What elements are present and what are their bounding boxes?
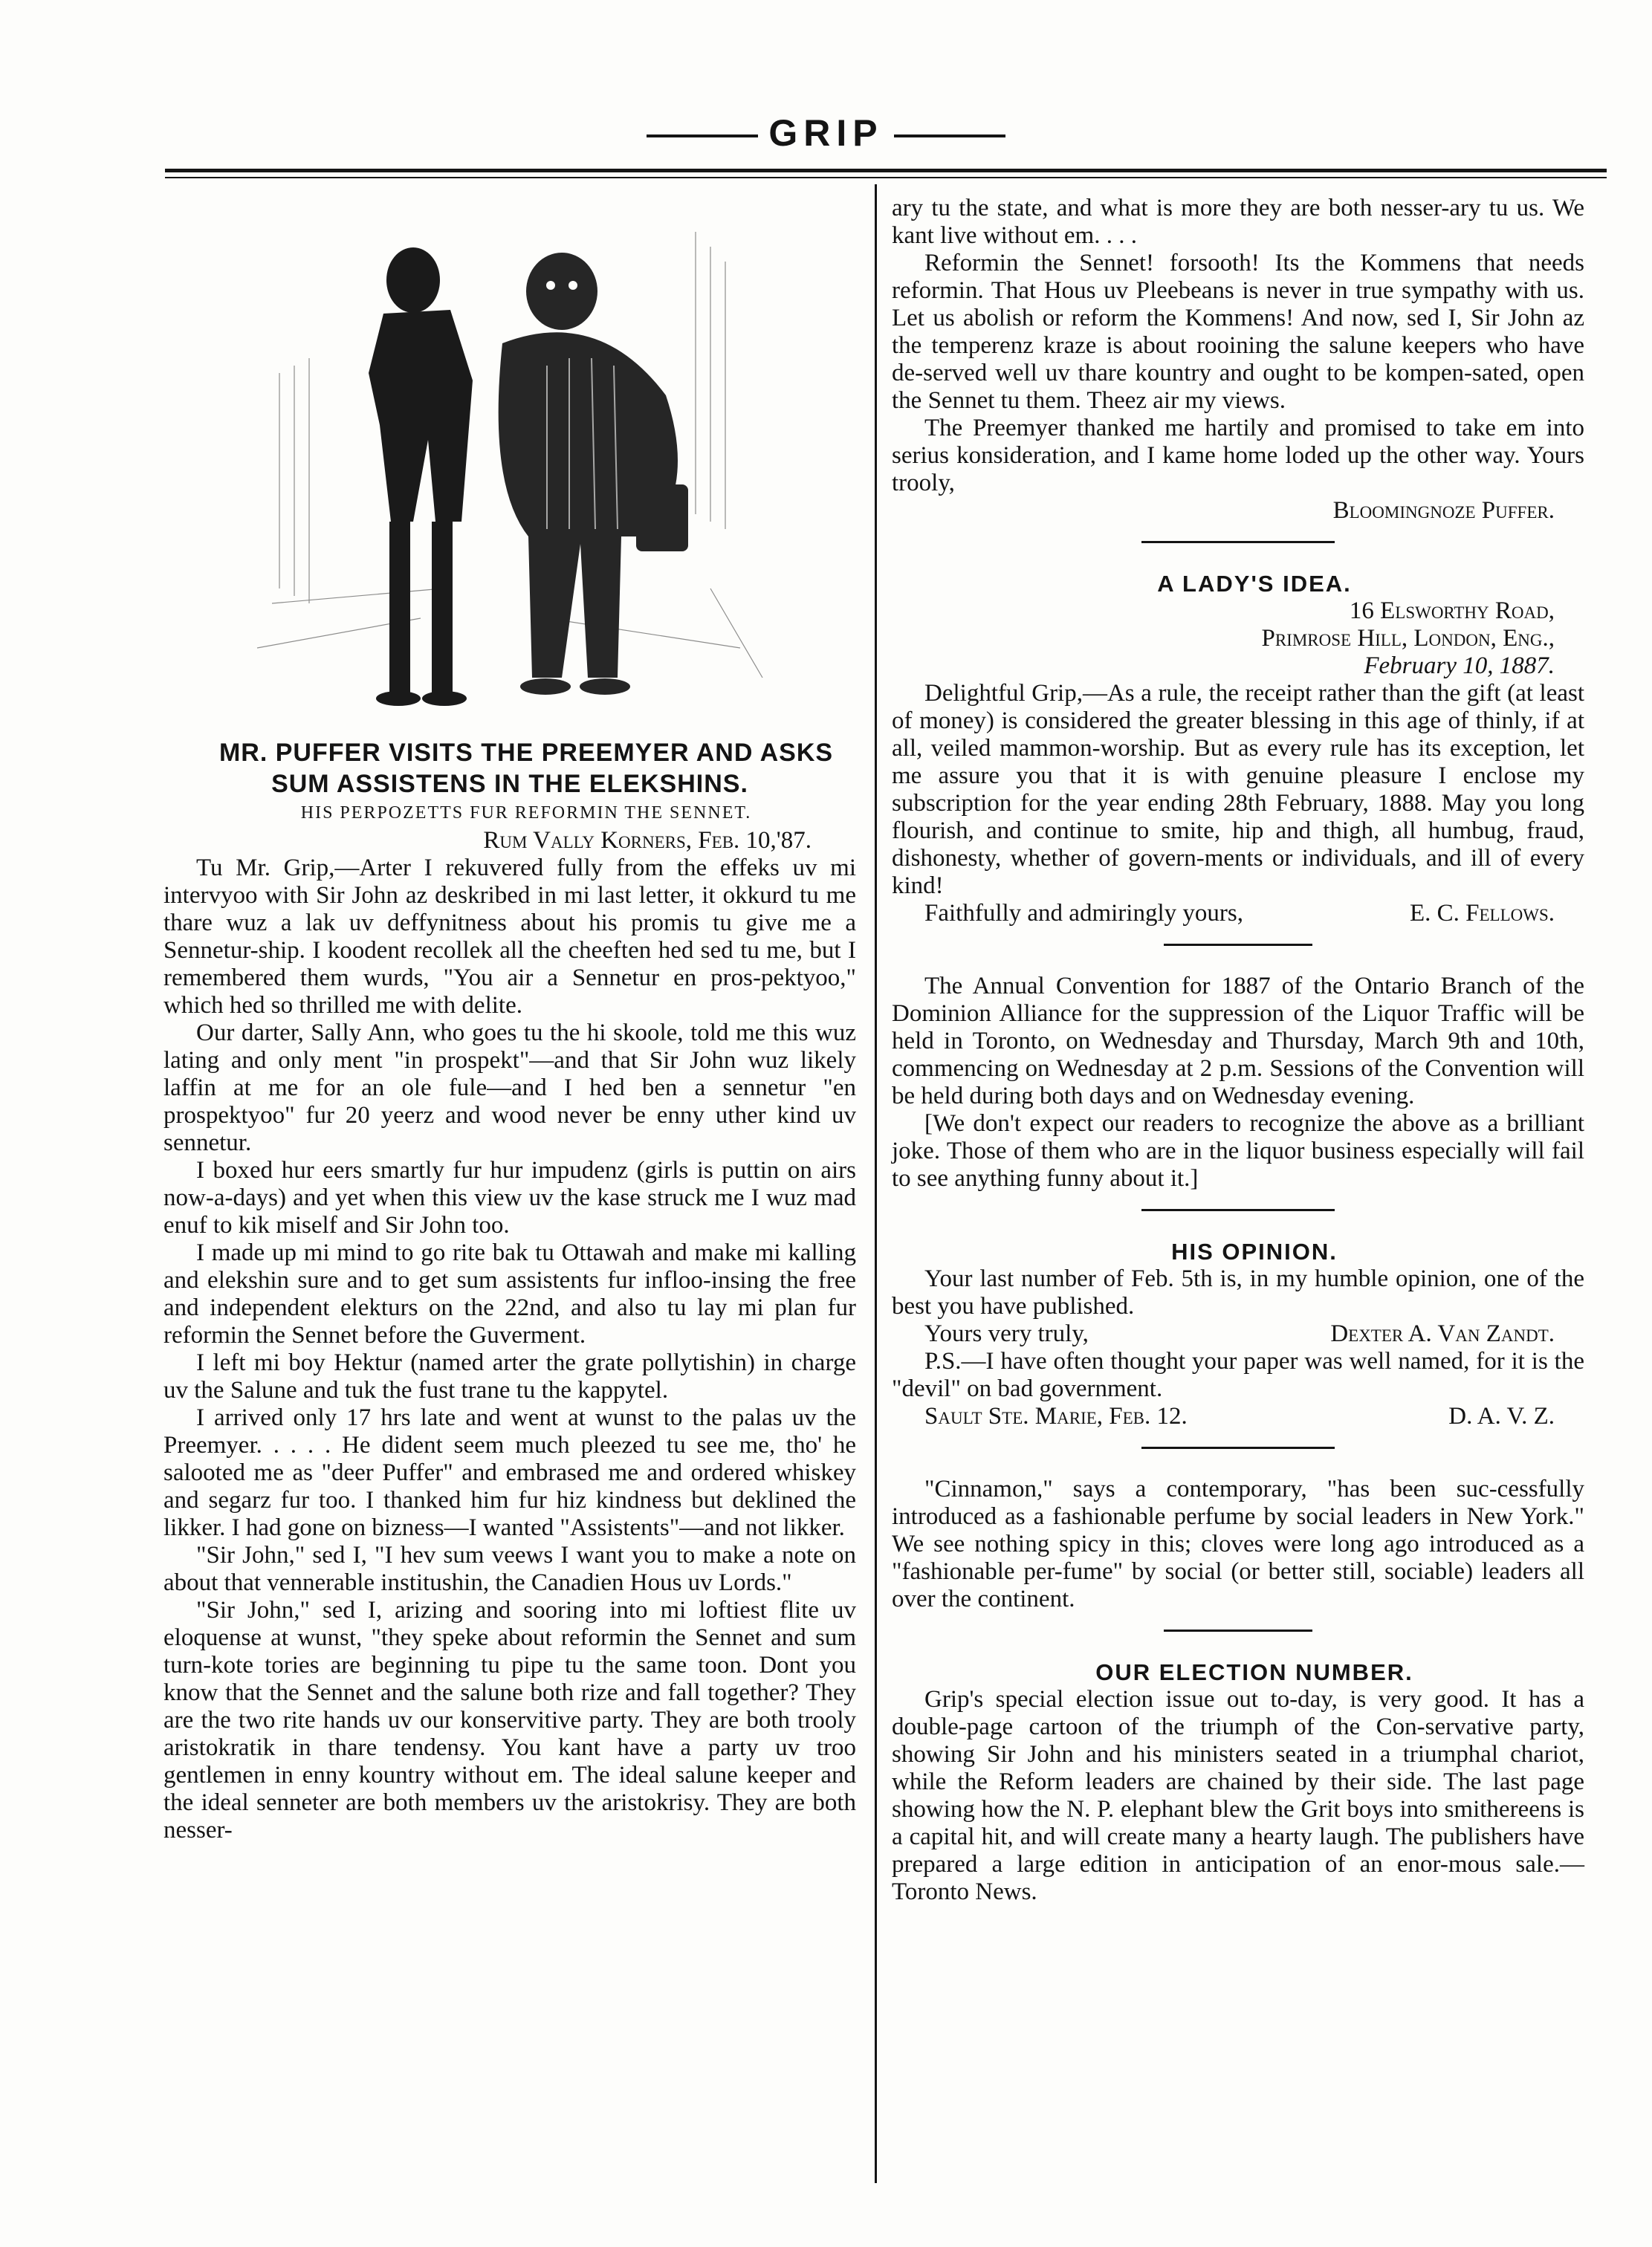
address-line: 16 Elsworthy Road, <box>1349 597 1555 624</box>
signature: Bloomingnoze Puffer. <box>1332 497 1555 524</box>
right-column <box>892 195 1584 1906</box>
signer-name: E. C. Fellows. <box>1409 900 1555 927</box>
section-separator <box>1164 1630 1312 1632</box>
cartoon-illustration <box>250 202 770 722</box>
paragraph: Our darter, Sally Ann, who goes tu the hi skoole, told me this wuz lating and only ment "in prospekt"—and that Sir John wuz likely laffin at me for an ole fule—and I hed ben a sennetur "en prospektyoo" fur 20 yeerz and wood never be enny uther kind uv sennetur. <box>163 1019 856 1156</box>
signer-name: Dexter A. Van Zandt. <box>1330 1320 1555 1347</box>
paragraph: The Annual Convention for 1887 of the Ontario Branch of the Dominion Alliance for the suppression of the Liquor Traffic will be held in Toronto, on Wednesday and Thursday, March 9th and 10th, commencing on Wednesday at 2 p.m. Sessions of the Convention will be held during both days and on Wednesday evening. <box>892 973 1584 1109</box>
postscript: P.S.—I have often thought your paper was well named, for it is the "devil" on bad government. <box>892 1348 1584 1402</box>
paragraph: "Sir John," sed I, "I hev sum veews I want you to make a note on about that vennerable institushin, the Canadien Hous uv Lords." <box>163 1542 856 1596</box>
paragraph: Tu Mr. Grip,—Arter I rekuvered fully from the effeks uv mi intervyoo with Sir John az deskribed in mi last letter, it okkurd tu me thare wuz a lak uv deffynitness about his promis tu give me a Sennetur-ship. I koodent recollek all the cheeften hed sed tu me, but I remembered them wurds, "You air a Sennetur en pros-pektyoo," which hed so thrilled me with delite. <box>163 855 856 1019</box>
header-rule-thick <box>165 169 1607 172</box>
place-date: Sault Ste. Marie, Feb. 12. <box>924 1403 1188 1430</box>
article-dateline: Rum Vally Korners, Feb. 10,'87. <box>483 827 812 854</box>
paragraph: Delightful Grip,—As a rule, the receipt rather than the gift (at least of money) is considered the greater blessing in this age of thinly, if at all, veiled mammon-worship. But as every rule has its exception, let me assure you that it is with genuine pleasure I enclose my subscription for the year ending 28th February, 1888. May you long flourish, and continue to smite, hip and thigh, all humbug, fraud, dishonesty, whether of govern-ments or individuals, and ill of every kind! <box>892 680 1584 899</box>
paragraph: The Preemyer thanked me hartily and promised to take em into serius konsideration, and I kame home loded up the other way. Yours trooly, <box>892 415 1584 496</box>
paragraph: ary tu the state, and what is more they are both nesser-ary tu us. We kant live without em. . . . <box>892 195 1584 249</box>
closing-text: Yours very truly, <box>924 1320 1089 1347</box>
section-heading: HIS OPINION. <box>1171 1239 1338 1265</box>
paragraph: I arrived only 17 hrs late and went at wunst to the palas uv the Preemyer. . . . . He dident seem much pleezed tu see me, tho' he salooted me as "deer Puffer" and embrased me and ordered whiskey and segarz fur too. I thanked him fur hiz kindness but deklined the likker. I had gone on bizness—I wanted "Assistents"—and not likker. <box>163 1404 856 1541</box>
letter-closing <box>892 1320 1584 1348</box>
section-separator <box>1141 1447 1335 1449</box>
masthead-rule-right <box>894 134 1005 137</box>
address-line: Primrose Hill, London, Eng., <box>1261 625 1555 652</box>
address-date: February 10, 1887. <box>1364 652 1555 679</box>
paragraph: Grip's special election issue out to-day, is very good. It has a double-page cartoon of the triumph of the Con-servative party, showing Sir John and his ministers seated in a triumphal chariot, while the Reform leaders are chained by their side. The last page showing how the N. P. elephant blew the Grit boys into smithereens is a capital hit, and will create many a hearty laugh. The publishers have prepared a large edition in anticipation of an enor-mous sale.—Toronto News. <box>892 1686 1584 1905</box>
header-rule-thin <box>165 177 1607 178</box>
masthead <box>0 111 1652 155</box>
closing-text: Faithfully and admiringly yours, <box>924 900 1243 927</box>
masthead-title: GRIP <box>768 112 884 154</box>
section-separator <box>1141 1209 1335 1211</box>
editorial-note: [We don't expect our readers to recognize the above as a brilliant joke. Those of them who are in the liquor business especially will fail to see anything funny about it.] <box>892 1110 1584 1192</box>
section-heading: A LADY'S IDEA. <box>1157 571 1352 597</box>
letter-address <box>892 597 1584 680</box>
letter-place <box>892 1403 1584 1430</box>
paragraph: Reformin the Sennet! forsooth! Its the Kommens that needs reformin. That Hous uv Pleebeans is never in true sympathy with us. Let us abolish or reform the Kommens! And now, sed I, Sir John az the temperenz kraze is about rooining the salune keepers who have de-served well uv thare kountry and ought to be kompen-sated, open the Sennet tu them. Theez air my views. <box>892 250 1584 414</box>
paragraph: I left mi boy Hektur (named arter the grate pollytishin) in charge uv the Salune and tuk the fust trane tu the kappytel. <box>163 1349 856 1404</box>
section-separator <box>1141 541 1335 543</box>
article-subhead: HIS PERPOZETTS FUR REFORMIN THE SENNET. <box>300 803 752 823</box>
letter-closing <box>892 900 1584 927</box>
article-headline: MR. PUFFER VISITS THE PREEMYER AND ASKS SUM ASSISTENS IN THE ELEKSHINS. <box>218 739 834 798</box>
masthead-rule-left <box>647 134 758 137</box>
paragraph: I boxed hur eers smartly fur hur impudenz (girls is puttin on airs now-a-days) and yet when this view uv the kase struck me I wuz mad enuf to kik miself and Sir John too. <box>163 1157 856 1239</box>
paragraph: "Cinnamon," says a contemporary, "has been suc-cessfully introduced as a fashionable perfume by social leaders in New York." We see nothing spicy in this; cloves were long ago introduced as a "fashionable per-fume" by social (or better still, sociable) leaders all over the continent. <box>892 1476 1584 1612</box>
paragraph: "Sir John," sed I, arizing and sooring into mi loftiest flite uv eloquense at wunst, "they speke about reformin the Sennet and sum turn-kote tories are beginning tu pipe tu the same toon. Dont you know that the Sennet and the salune both rize and fall together? They are the two rite hands uv our konservitive party. They are both trooly aristokratik in thare tendensy. You kant have a party uv troo gentlemen in enny kountry without em. The ideal salune keeper and the ideal senneter are both members uv the aristokrisy. They are both nesser- <box>163 1597 856 1844</box>
column-divider <box>875 184 877 2183</box>
section-separator <box>1164 944 1312 946</box>
initials: D. A. V. Z. <box>1448 1403 1555 1430</box>
left-column <box>163 195 856 1844</box>
paragraph: I made up mi mind to go rite bak tu Ottawah and make mi kalling and elekshin sure and to get sum assistents fur infloo-insing the free and independent elekturs on the 22nd, and also tu lay mi plan fur reformin the Sennet before the Guverment. <box>163 1239 856 1349</box>
paragraph: Your last number of Feb. 5th is, in my humble opinion, one of the best you have published. <box>892 1265 1584 1320</box>
section-heading: OUR ELECTION NUMBER. <box>1095 1659 1413 1685</box>
